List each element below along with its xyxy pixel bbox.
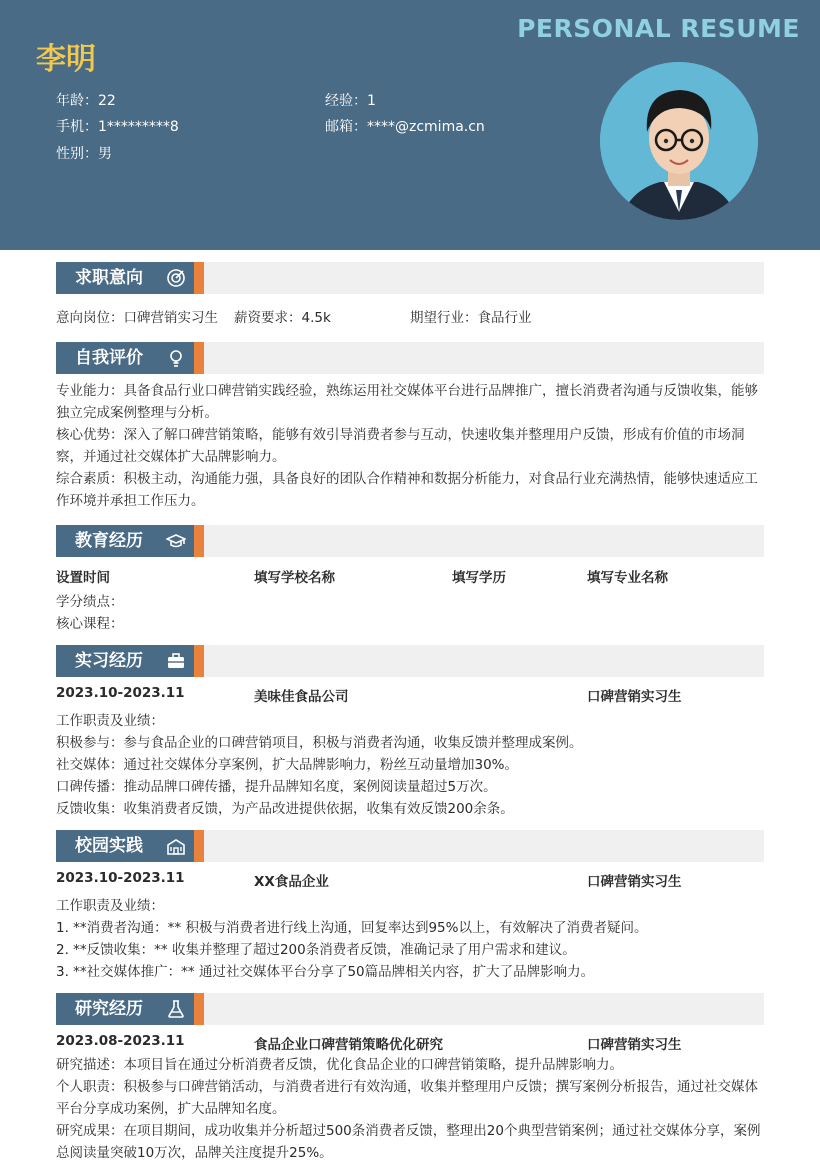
section-campus-header bbox=[56, 830, 764, 862]
flask-icon bbox=[166, 999, 186, 1019]
campus-role: 口碑营销实习生 bbox=[587, 874, 682, 890]
section-research-title: 研究经历 bbox=[56, 993, 194, 1025]
campus-line: 3. **社交媒体推广：** 通过社交媒体平台分享了50篇品牌相关内容，扩大了品牌影响力。 bbox=[56, 964, 595, 980]
research-responsibility: 个人职责：积极参与口碑营销活动，与消费者进行有效沟通，收集并整理用户反馈；撰写案例分析报告，通过社交媒体平台分享成功案例，扩大品牌知名度。 bbox=[56, 1079, 758, 1117]
research-description: 研究描述：本项目旨在通过分析消费者反馈，优化食品企业的口碑营销策略，提升品牌影响力。 bbox=[56, 1057, 623, 1073]
campus-org: XX食品企业 bbox=[254, 874, 329, 890]
internship-line: 反馈收集：收集消费者反馈，为产品改进提供依据，收集有效反馈200余条。 bbox=[56, 801, 514, 817]
section-accent bbox=[194, 993, 204, 1025]
edu-school: 填写学校名称 bbox=[254, 570, 335, 586]
section-self-eval-title: 自我评价 bbox=[56, 342, 194, 374]
header-banner bbox=[0, 0, 820, 250]
internship-line: 积极参与：参与食品企业的口碑营销项目，积极与消费者沟通，收集反馈并整理成案例。 bbox=[56, 735, 583, 751]
section-accent bbox=[194, 645, 204, 677]
campus-date: 2023.10-2023.11 bbox=[56, 870, 185, 886]
edu-time: 设置时间 bbox=[56, 570, 110, 586]
research-result: 研究成果：在项目期间，成功收集并分析超过500条消费者反馈，整理出20个典型营销案例；通过社交媒体分享，案例总阅读量突破10万次，品牌关注度提升25%。 bbox=[56, 1123, 761, 1160]
section-education-title: 教育经历 bbox=[56, 525, 194, 557]
self-eval-professional: 专业能力：具备食品行业口碑营销实践经验，熟练运用社交媒体平台进行品牌推广，擅长消费者沟通与反馈收集，能够独立完成案例整理与分析。 bbox=[56, 383, 758, 421]
section-accent bbox=[194, 262, 204, 294]
intent-industry: 期望行业：食品行业 bbox=[410, 310, 532, 326]
section-campus-title: 校园实践 bbox=[56, 830, 194, 862]
campus-line: 工作职责及业绩： bbox=[56, 898, 164, 914]
intent-position: 意向岗位：口碑营销实习生 bbox=[56, 310, 218, 326]
section-intent-title: 求职意向 bbox=[56, 262, 194, 294]
avatar bbox=[600, 62, 758, 220]
section-accent bbox=[194, 525, 204, 557]
building-icon bbox=[166, 836, 186, 856]
edu-gpa: 学分绩点： bbox=[56, 594, 124, 610]
candidate-name: 李明 bbox=[36, 42, 96, 77]
section-research-header bbox=[56, 993, 764, 1025]
internship-role: 口碑营销实习生 bbox=[587, 689, 682, 705]
self-eval-quality: 综合素质：积极主动，沟通能力强，具备良好的团队合作精神和数据分析能力，对食品行业充满热情，能够快速适应工作环境并承担工作压力。 bbox=[56, 471, 758, 509]
research-role: 口碑营销实习生 bbox=[587, 1037, 682, 1053]
target-icon bbox=[166, 268, 186, 288]
campus-line: 1. **消费者沟通：** 积极与消费者进行线上沟通，回复率达到95%以上，有效解决了消费者疑问。 bbox=[56, 920, 648, 936]
section-education-header bbox=[56, 525, 764, 557]
section-intent-header bbox=[56, 262, 764, 294]
section-accent bbox=[194, 830, 204, 862]
self-eval-advantage: 核心优势：深入了解口碑营销策略，能够有效引导消费者参与互动，快速收集并整理用户反馈，形成有价值的市场洞察，并通过社交媒体扩大品牌影响力。 bbox=[56, 427, 745, 465]
edu-courses: 核心课程： bbox=[56, 616, 124, 632]
briefcase-icon bbox=[166, 651, 186, 671]
edu-major: 填写专业名称 bbox=[587, 570, 668, 586]
section-internship-title: 实习经历 bbox=[56, 645, 194, 677]
resume-title: PERSONAL RESUME bbox=[517, 14, 800, 43]
section-accent bbox=[194, 342, 204, 374]
internship-date: 2023.10-2023.11 bbox=[56, 685, 185, 701]
phone: 手机：1*********8 bbox=[56, 119, 179, 135]
graduation-cap-icon bbox=[166, 531, 186, 551]
internship-company: 美味佳食品公司 bbox=[254, 689, 349, 705]
research-date: 2023.08-2023.11 bbox=[56, 1033, 185, 1049]
section-self-eval-header bbox=[56, 342, 764, 374]
internship-line: 口碑传播：推动品牌口碑传播，提升品牌知名度，案例阅读量超过5万次。 bbox=[56, 779, 497, 795]
age: 年龄：22 bbox=[56, 93, 116, 109]
experience: 经验：1 bbox=[325, 93, 376, 109]
campus-line: 2. **反馈收集：** 收集并整理了超过200条消费者反馈，准确记录了用户需求和建议。 bbox=[56, 942, 576, 958]
internship-line: 社交媒体：通过社交媒体分享案例，扩大品牌影响力，粉丝互动量增加30%。 bbox=[56, 757, 519, 773]
internship-line: 工作职责及业绩： bbox=[56, 713, 164, 729]
intent-salary: 薪资要求：4.5k bbox=[234, 310, 331, 326]
gender: 性别：男 bbox=[56, 146, 112, 162]
edu-degree: 填写学历 bbox=[452, 570, 506, 586]
lightbulb-icon bbox=[166, 348, 186, 368]
email: 邮箱：****@zcmima.cn bbox=[325, 119, 485, 135]
research-project: 食品企业口碑营销策略优化研究 bbox=[254, 1037, 443, 1053]
section-internship-header bbox=[56, 645, 764, 677]
